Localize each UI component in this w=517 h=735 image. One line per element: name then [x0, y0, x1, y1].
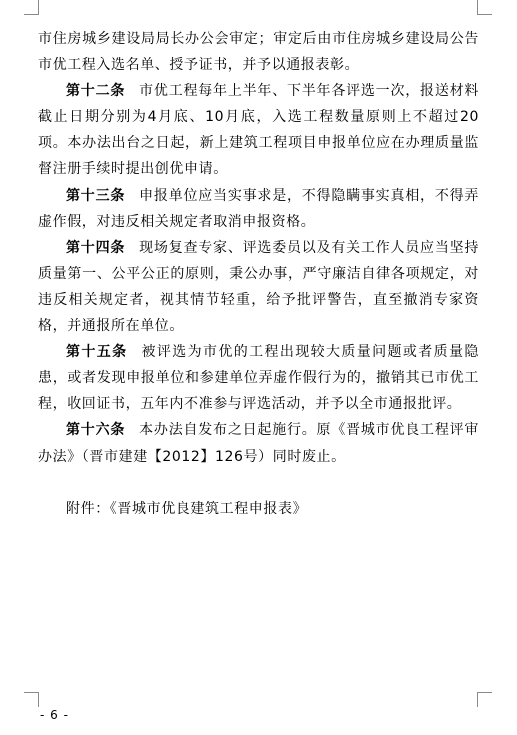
- article-title: 第十四条: [66, 239, 126, 256]
- article-15: [38, 339, 479, 417]
- article-title: 第十三条: [66, 187, 126, 204]
- article-text: 市优工程每年上半年、下半年各评选一次，报送材料截止日期分别为4月底、10月底，入选工程数量原则上不超过20项。本办法出台之日起，新上建筑工程项目申报单位应在办理质量监督注册手续时提出创优申请。: [38, 83, 479, 178]
- article-12: [38, 78, 479, 182]
- page-number: - 6 -: [40, 708, 69, 722]
- crop-mark-bottom-right: [477, 692, 492, 707]
- document-body: [38, 26, 479, 522]
- crop-mark-top-right: [477, 0, 492, 15]
- paragraph-continuation: [38, 26, 479, 78]
- paragraph-text: 市住房城乡建设局局长办公会审定；审定后由市住房城乡建设局公告市优工程入选名单、授予证书，并予以通报表彰。: [38, 31, 479, 74]
- article-title: 第十五条: [66, 344, 128, 361]
- article-14: [38, 235, 479, 339]
- article-text: 现场复查专家、评选委员以及有关工作人员应当坚持质量第一、公平公正的原则，秉公办事，严守廉洁自律各项规定，对违反相关规定者，视其情节轻重，给予批评警告，直至撤消专家资格，并通报所在单位。: [38, 239, 479, 335]
- crop-mark-bottom-left: [24, 692, 39, 707]
- article-title: 第十六条: [66, 422, 126, 439]
- article-text: 申报单位应当实事求是，不得隐瞒事实真相，不得弄虚作假，对违反相关规定者取消申报资格。: [38, 187, 479, 230]
- article-13: [38, 183, 479, 235]
- article-text: 被评选为市优的工程出现较大质量问题或者质量隐患，或者发现申报单位和参建单位弄虚作假行为的，撤销其已市优工程，收回证书，五年内不准参与评选活动，并予以全市通报批评。: [38, 344, 480, 413]
- blank-line: [38, 470, 479, 496]
- article-text: 本办法自发布之日起施行。原《晋城市优良工程评审办法》（晋市建建【2012】126号）同时废止。: [38, 422, 479, 465]
- crop-mark-top-left: [24, 0, 39, 15]
- attachment-note: 附件：《晋城市优良建筑工程申报表》: [66, 500, 308, 517]
- article-16: [38, 417, 479, 469]
- article-title: 第十二条: [66, 83, 126, 100]
